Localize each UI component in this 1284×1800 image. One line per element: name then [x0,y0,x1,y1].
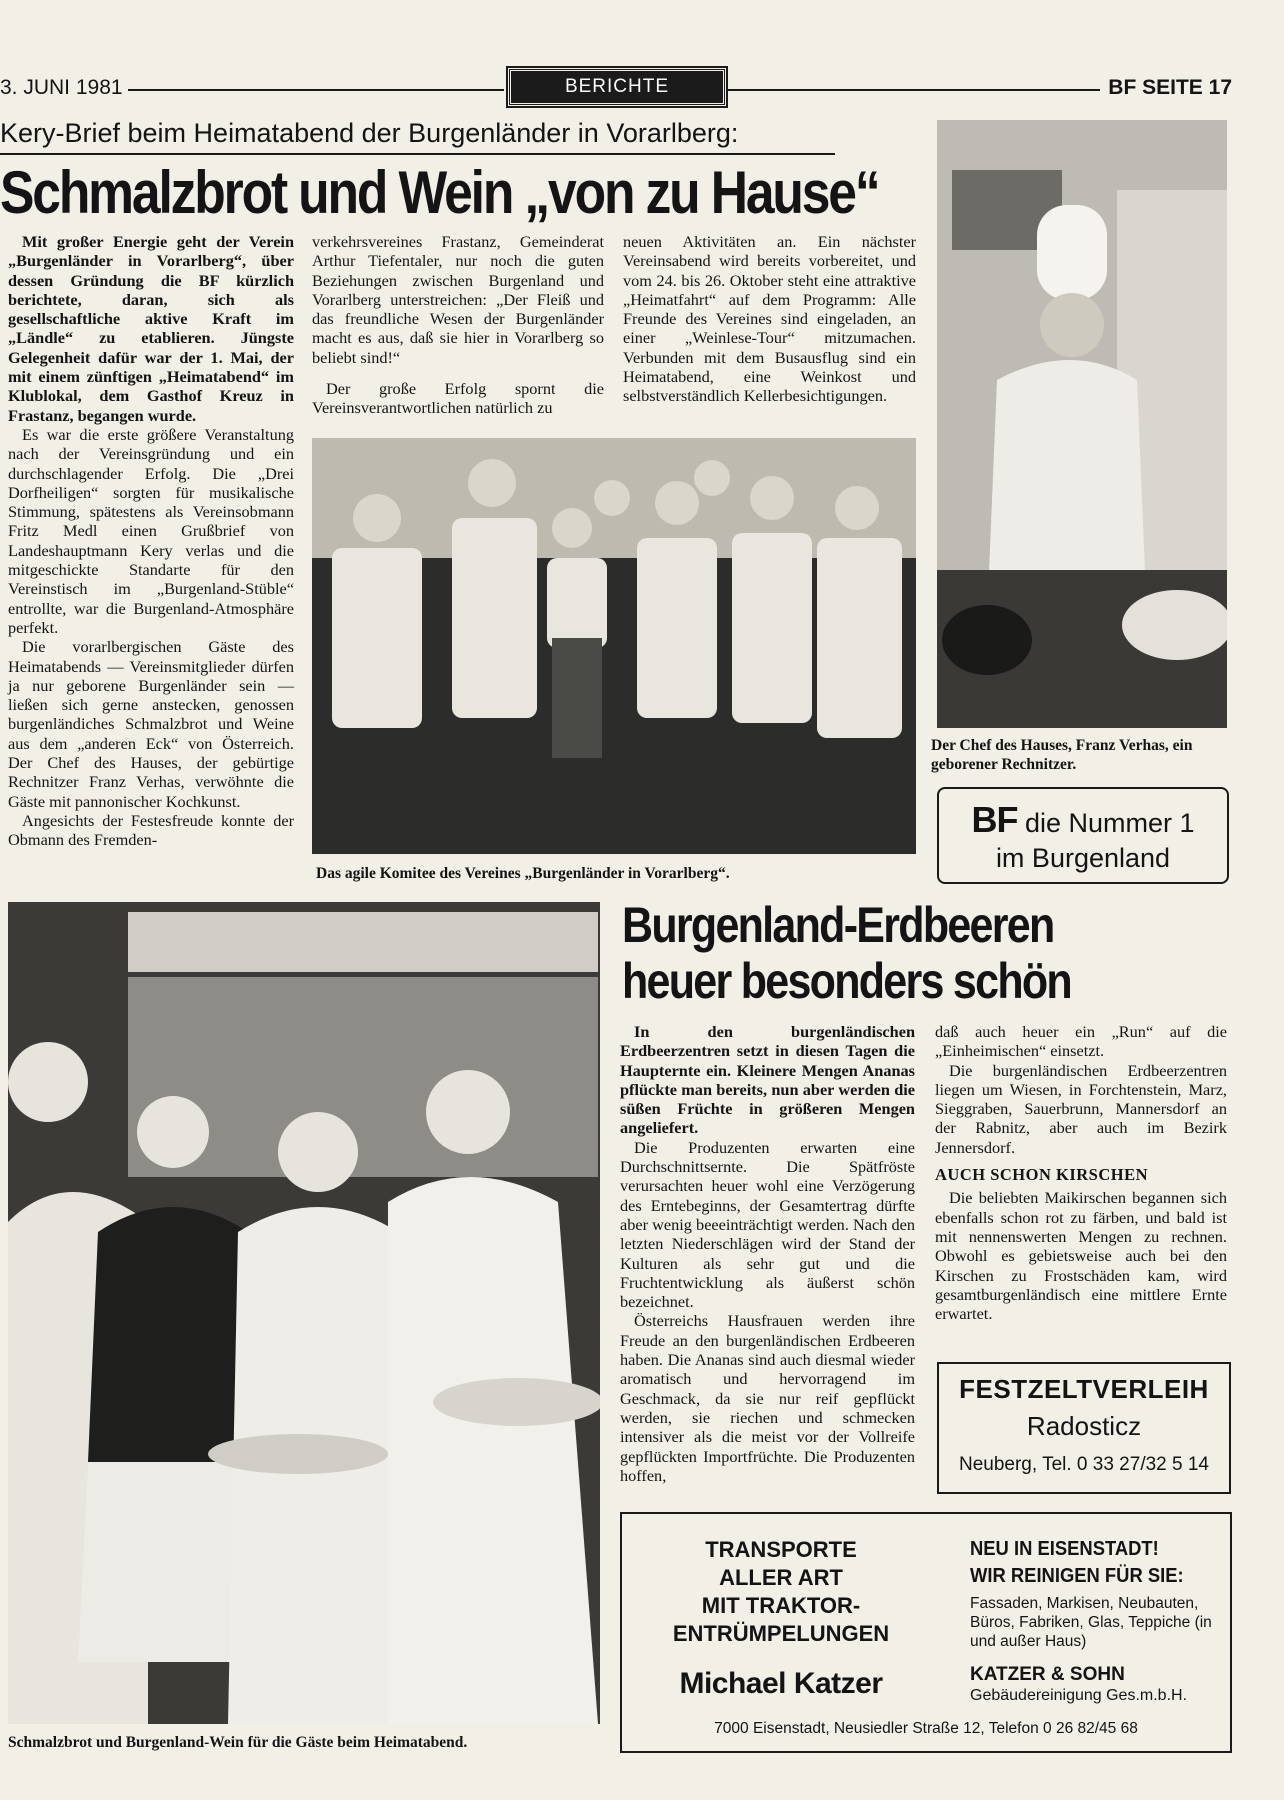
bf-line-1: die Nummer 1 [1024,808,1195,838]
paragraph: Die burgenländischen Erdbeerzentren liegen um Wiesen, in Forchtenstein, Marz, Sieggraben, Sauerbrunn, Mannersdorf an der Rabnitz, aber auch im Bezirk Jennersdorf. [935,1060,1227,1157]
photo-chef-caption: Der Chef des Hauses, Franz Verhas, ein geborener Rechnitzer. [931,737,1193,773]
ad-festzelt-title: FESTZELTVERLEIH [959,1374,1209,1404]
photo-party-caption: Schmalzbrot und Burgenland-Wein für die Gäste beim Heimatabend. [8,1734,468,1751]
article1-column-3 [623,232,916,406]
paragraph: Die beliebten Maikirschen begannen sich ebenfalls schon rot zu färben, und bald ist mit nennenswerten Mengen zu rechnen. Obwohl es gebietsweise auch bei den Kirschen zu Frostschäden kam, wird gesamtburgenländisch eine mittlere Ernte erwartet. [935,1188,1227,1324]
paragraph: Mit großer Energie geht der Verein „Burgenländer in Vorarlberg“, über dessen Gründung die BF kürzlich berichtete, daran, sich als gesellschaftliche aktive Kraft im „Ländle“ zu etablieren. Jüngste Gelegenheit dafür war der 1. Mai, der mit einem zünftigen „Heimatabend“ im Klublokal, dem Gasthof Kreuz in Frastanz, begangen wurde. [8,232,294,425]
header-rule-left [128,89,504,91]
photo-party [8,902,600,1724]
chef-photo-icon [937,120,1227,728]
article-kicker: Kery-Brief beim Heimatabend der Burgenländer in Vorarlberg: [0,118,739,148]
ad-katzer-company: KATZER & SOHN [970,1664,1125,1685]
article2-column-1 [620,1022,915,1485]
ad-line: TRANSPORTE [705,1537,857,1562]
ad-line: MIT TRAKTOR- [701,1593,861,1618]
paragraph: daß auch heuer ein „Run“ auf die „Einheimischen“ einsetzt. [935,1022,1227,1061]
article2-headline-2: heuer besonders schön [622,953,1071,1009]
paragraph: neuen Aktivitäten an. Ein nächster Vereinsabend wird bereits vorbereitet, und vom 24. bis 26. Oktober steht eine attraktive „Heimatfahrt“ auf dem Programm: Alle Freunde des Vereines sind eingeladen, an einer „Weinlese-Tour“ mitzumachen. Verbunden mit dem Busausflug sind ein Heimatabend, eine Weinkost und selbstverständlich Kellerbesichtigungen. [623,232,916,406]
photo-committee-caption: Das agile Komitee des Vereines „Burgenländer in Vorarlberg“. [316,865,730,882]
section-badge: BERICHTE [508,68,726,106]
ad-festzelt-name: Radosticz [1026,1411,1142,1441]
paragraph: Die vorarlbergischen Gäste des Heimatabends — Vereinsmitglieder dürfen ja nur geborene Burgenländer sein — ließen sich gerne anstecken, genossen burgenländiches Schmalzbrot und Weine aus dem „anderen Eck“ von Österreich. Der Chef des Hauses, der gebürtige Rechnitzer Franz Verhas, verwöhnte die Gäste mit pannonischer Kochkunst. [8,637,294,811]
paragraph: verkehrsvereines Frastanz, Gemeinderat Arthur Tiefentaler, nur noch die guten Beziehungen zwischen Burgenland und Vorarlberg unterstreichen: „Der Fleiß und das freundliche Wesen der Burgenländer macht es aus, daß sie hier in Vorarlberg so beliebt sind!“ [312,232,604,367]
paragraph: Der große Erfolg spornt die Vereinsverantwortlichen natürlich zu [312,379,604,418]
article1-column-2 [312,232,604,418]
ad-katzer-name: Michael Katzer [679,1667,883,1700]
article1-column-1 [8,232,294,850]
header-rule-right [728,89,1100,91]
ad-katzer-address: 7000 Eisenstadt, Neusiedler Straße 12, Telefon 0 26 82/45 68 [714,1720,1138,1737]
paragraph: Es war die erste größere Veranstaltung nach der Vereinsgründung und ein durchschlagender Erfolg. Die „Drei Dorfheiligen“ sorgten für musikalische Stimmung, spätestens als Vereinsobmann Fritz Medl einen Grußbrief von Landeshauptmann Kery verlas und die mitgeschickte Standarte für den Vereinstisch im „Burgenland-Stüble“ entrollte, war die Burgenland-Atmosphäre perfekt. [8,424,294,637]
party-photo-icon [8,902,600,1724]
photo-committee [312,438,916,854]
ad-katzer-right-head [970,1536,1200,1590]
bf-line-2: im Burgenland [995,843,1171,873]
bf-brand: BF [971,799,1018,840]
paragraph: Angesichts der Festesfreude konnte der Obmann des Fremden- [8,810,294,850]
article2-headline-1: Burgenland-Erdbeeren [622,897,1054,953]
kicker-rule [0,153,835,155]
ad-katzer-company-sub: Gebäudereinigung Ges.m.b.H. [970,1687,1188,1704]
paragraph: Die Produzenten erwarten eine Durchschnittsernte. Die Spätfröste verursachten heuer wohl eine Verzögerung des Erntebeginns, der Gesamtertrag dürfte aber wenig beeeinträchtigt werden. Nach den letzten Niederschlägen wird der Stand der Kulturen als sehr gut und die Fruchtentwicklung als äußerst schön bezeichnet. [620,1137,915,1312]
ad-line: ALLER ART [719,1565,843,1590]
ad-festzeltverleih [937,1362,1231,1494]
ad-line: ENTRÜMPELUNGEN [672,1621,890,1646]
paragraph: In den burgenländischen Erdbeerzentren setzt in diesen Tagen die Haupternte ein. Kleinere Mengen Ananas pflückte man bereits, nun aber werden die süßen Früchte in größeren Mengen angeliefert. [620,1022,915,1138]
paragraph: Österreichs Hausfrauen werden ihre Freude an den burgenländischen Erdbeeren haben. Die Ananas sind auch diesmal wieder aromatisch und hervorragend im Geschmack, da sie nur reif gepflückt werden, sie riechen und schmecken intensiver als die meist vor der Vollreife gepflückten Importfrüchte. Die Produzenten hoffen, [620,1311,915,1485]
article2-subhead: AUCH SCHON KIRSCHEN [935,1165,1149,1185]
ad-katzer [620,1512,1232,1753]
ad-festzelt-contact: Neuberg, Tel. 0 33 27/32 5 14 [958,1454,1209,1475]
issue-date: 3. JUNI 1981 [0,76,123,99]
ad-head-2: WIR REINIGEN FÜR SIE: [970,1565,1184,1587]
ad-katzer-services: Fassaden, Markisen, Neubauten, Büros, Fabriken, Glas, Teppiche (in und außer Haus) [970,1595,1212,1650]
photo-chef [937,120,1227,728]
ad-katzer-left-lines [636,1536,926,1648]
article-headline: Schmalzbrot und Wein „von zu Hause“ [0,159,879,226]
article2-column-2 [935,1022,1227,1323]
bf-promo-box [937,787,1229,884]
page-number: BF SEITE 17 [1108,76,1232,99]
committee-photo-icon [312,438,916,854]
ad-head-1: NEU IN EISENSTADT! [970,1538,1159,1560]
